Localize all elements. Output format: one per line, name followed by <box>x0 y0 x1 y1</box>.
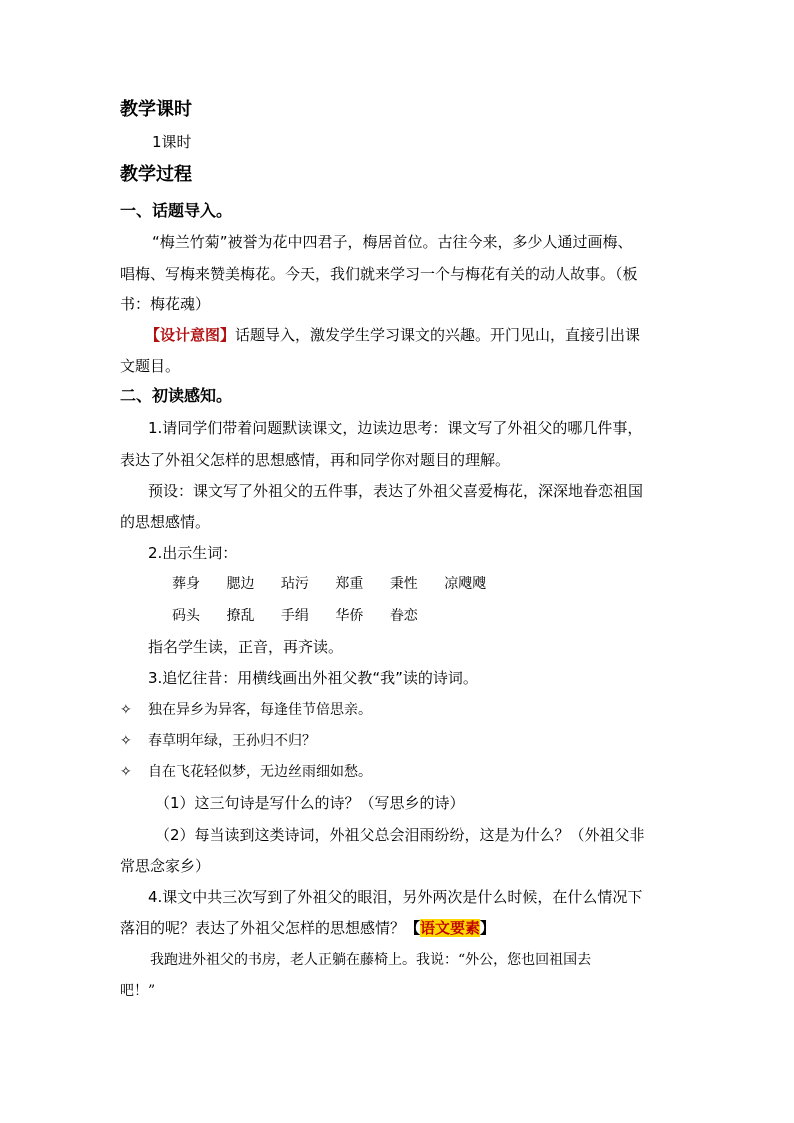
poem-line-3: 自在飞花轻似梦，无边丝雨细如愁。 <box>148 764 372 780</box>
poem-line-1: 独在异乡为异客，每逢佳节倍思亲。 <box>148 702 372 718</box>
q4-text: 落泪的呢？表达了外祖父怎样的思想感情？ <box>120 919 406 937</box>
q4-line1: 4.课文中共三次写到了外祖父的眼泪，另外两次是什么时候，在什么情况下 <box>148 888 643 906</box>
vocab-word: 凉飕飕 <box>444 576 487 592</box>
sub-question-2-line2: 常思念家乡） <box>120 857 211 875</box>
quote-line2: 吧！” <box>120 983 156 999</box>
vocab-word: 秉性 <box>389 576 418 592</box>
vocab-word: 眷恋 <box>389 608 418 624</box>
q2-line: 2.出示生词： <box>148 544 238 562</box>
diamond-bullet-icon: ✧ <box>120 702 132 718</box>
design-intent-label: 【设计意图】 <box>145 326 236 344</box>
section1-para-line3: 书：梅花魂） <box>120 295 211 313</box>
section1-title: 一、话题导入。 <box>120 201 233 220</box>
section1-para-line2: 唱梅、写梅来赞美梅花。今天，我们就来学习一个与梅花有关的动人故事。（板 <box>120 265 638 283</box>
vocab-row-2 <box>172 606 440 626</box>
section2-title: 二、初读感知。 <box>120 386 233 405</box>
vocab-word: 葬身 <box>172 576 200 592</box>
q1-line2: 表达了外祖父怎样的思想感情，再和同学你对题目的理解。 <box>120 451 511 469</box>
class-time-value: 1课时 <box>152 133 192 151</box>
preset-line1: 预设：课文写了外祖父的五件事，表达了外祖父喜爱梅花，深深地眷恋祖国 <box>148 482 644 500</box>
language-element-tag: 语文要素 <box>420 919 481 937</box>
diamond-bullet-icon: ✧ <box>120 733 132 749</box>
diamond-bullet-icon: ✧ <box>120 764 132 780</box>
design-intent-line1 <box>145 325 640 345</box>
tag-bracket-open: 【 <box>405 919 421 937</box>
vocab-word: 华侨 <box>335 608 364 624</box>
tag-bracket-close: 】 <box>480 919 496 937</box>
heading-process: 教学过程 <box>120 164 192 185</box>
vocab-word: 撩乱 <box>226 608 255 624</box>
design-intent-text: 话题导入，激发学生学习课文的兴趣。开门见山，直接引出课 <box>235 326 641 344</box>
design-intent-line2: 文题目。 <box>120 357 181 375</box>
vocab-word: 郑重 <box>335 576 364 592</box>
preset-line2: 的思想感情。 <box>120 513 211 531</box>
vocab-row-1 <box>172 574 508 594</box>
section1-para-line1: “梅兰竹菊”被誉为花中四君子，梅居首位。古往今来，多少人通过画梅、 <box>152 233 633 251</box>
heading-class-time: 教学课时 <box>120 99 192 120</box>
q1-line1: 1.请同学们带着问题默读课文，边读边思考：课文写了外祖父的哪几件事， <box>148 419 643 437</box>
vocab-word: 码头 <box>172 608 200 624</box>
vocab-word: 腮边 <box>226 576 255 592</box>
q4-line2 <box>120 918 495 938</box>
sub-question-2-line1: （2）每当读到这类诗词，外祖父总会泪雨纷纷，这是为什么？（外祖父非 <box>155 826 645 844</box>
vocab-word: 手绢 <box>280 608 309 624</box>
poem-line-2: 春草明年绿，王孙归不归？ <box>148 733 316 749</box>
q3-line: 3.追忆往昔：用横线画出外祖父教“我”读的诗词。 <box>148 669 478 687</box>
quote-line1: 我跑进外祖父的书房，老人正躺在藤椅上。我说：“外公，您也回祖国去 <box>150 952 592 968</box>
sub-question-1: （1）这三句诗是写什么的诗？（写思乡的诗） <box>155 794 465 812</box>
read-instruction: 指名学生读，正音，再齐读。 <box>148 638 344 656</box>
vocab-word: 玷污 <box>280 576 309 592</box>
